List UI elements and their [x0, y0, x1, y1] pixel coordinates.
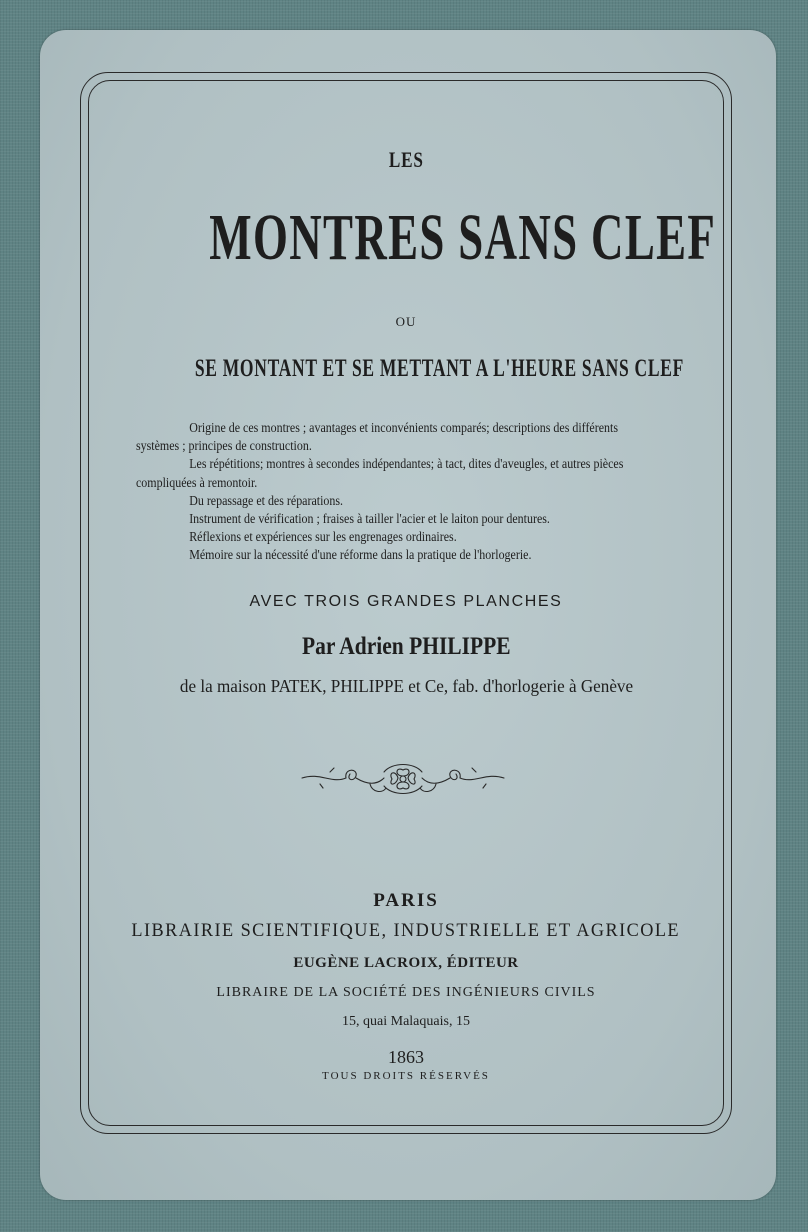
author-affiliation: de la maison PATEK, PHILIPPE et Ce, fab. d'horlogerie à Genève [179, 676, 633, 696]
title-article: LES [388, 147, 424, 172]
contents-item: Mémoire sur la nécessité d'une réforme dans la pratique de l'horlogerie. [189, 547, 532, 563]
publisher-society: LIBRAIRE DE LA SOCIÉTÉ DES INGÉNIEURS CIVILS [216, 985, 596, 1000]
subtitle: SE MONTANT ET SE METTANT A L'HEURE SANS CLEF [194, 355, 684, 382]
rights-notice: TOUS DROITS RÉSERVÉS [322, 1070, 490, 1082]
plates-note: AVEC TROIS GRANDES PLANCHES [249, 593, 563, 610]
publication-year: 1863 [388, 1047, 424, 1067]
publisher-address: 15, quai Malaquais, 15 [342, 1014, 470, 1029]
contents-item: Les répétitions; montres à secondes indépendantes; à tact, dites d'aveugles, et autres pièces [189, 456, 624, 472]
contents-item-continuation: compliquées à remontoir. [136, 474, 258, 490]
publisher-name: LIBRAIRIE SCIENTIFIQUE, INDUSTRIELLE ET AGRICOLE [131, 920, 681, 941]
contents-item: Réflexions et expériences sur les engrenages ordinaires. [189, 529, 457, 545]
contents-item-continuation: systèmes ; principes de construction. [136, 438, 312, 454]
contents-item: Instrument de vérification ; fraises à tailler l'acier et le laiton pour dentures. [189, 511, 550, 527]
main-title: MONTRES SANS CLEF [209, 201, 717, 274]
floral-vignette-icon [300, 756, 506, 802]
contents-item: Du repassage et des réparations. [189, 492, 344, 508]
title-conjunction: OU [395, 314, 417, 329]
publisher-editor: EUGÈNE LACROIX, ÉDITEUR [293, 955, 519, 971]
contents-list [136, 419, 676, 565]
contents-item: Origine de ces montres ; avantages et inconvénients comparés; descriptions des différents [189, 420, 619, 435]
publication-city: PARIS [373, 890, 439, 911]
author-line: Par Adrien PHILIPPE [301, 633, 511, 660]
